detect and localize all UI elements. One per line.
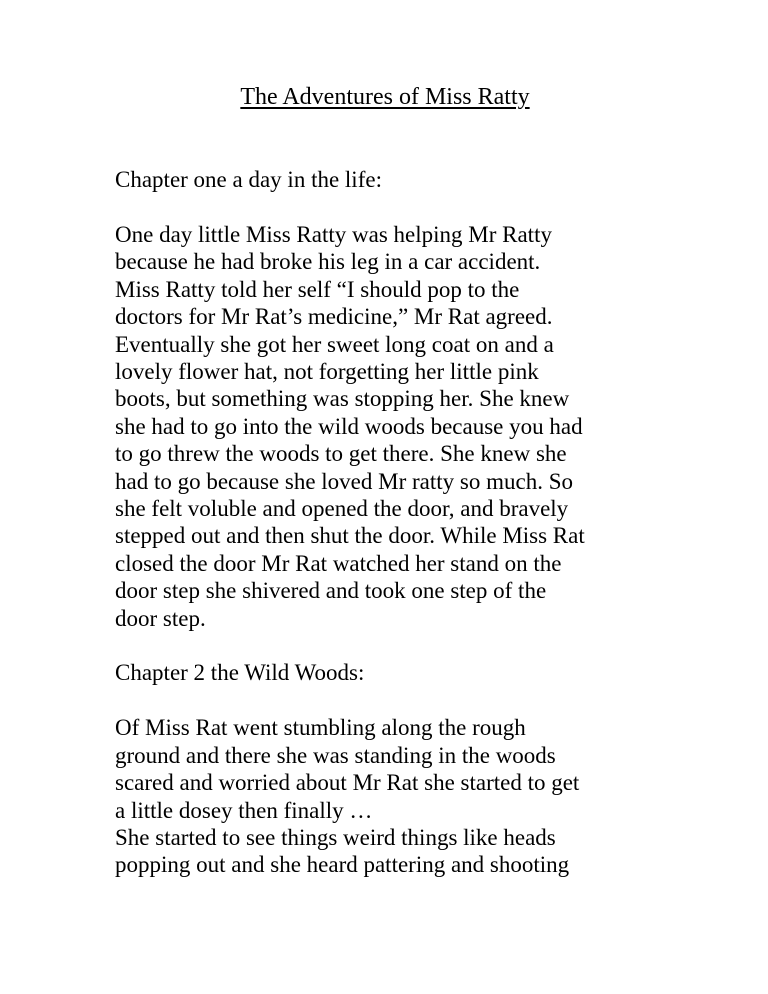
story-line: door step. — [115, 605, 206, 631]
paragraph-2 — [115, 714, 668, 878]
chapter-1-heading: Chapter one a day in the life: — [115, 167, 382, 193]
story-line: she felt voluble and opened the door, and bravely — [115, 496, 569, 522]
story-line: had to go because she loved Mr ratty so much. So — [115, 468, 573, 494]
story-line: scared and worried about Mr Rat she started to get — [115, 770, 580, 796]
story-line: to go threw the woods to get there. She knew she — [115, 441, 567, 467]
story-line: stepped out and then shut the door. While Miss Rat — [115, 523, 585, 549]
story-line: Miss Ratty told her self “I should pop to the — [115, 276, 520, 302]
story-line: lovely flower hat, not forgetting her little pink — [115, 359, 539, 385]
story-line: because he had broke his leg in a car accident. — [115, 249, 541, 275]
story-line: One day little Miss Ratty was helping Mr Ratty — [115, 222, 552, 247]
story-line: doctors for Mr Rat’s medicine,” Mr Rat agreed. — [115, 304, 553, 330]
spacer — [115, 632, 668, 659]
story-line: closed the door Mr Rat watched her stand on the — [115, 550, 562, 576]
story-line: She started to see things weird things like heads — [115, 824, 556, 850]
story-line: popping out and she heard pattering and shooting — [115, 852, 570, 878]
spacer — [115, 194, 668, 221]
story-line: boots, but something was stopping her. She knew — [115, 386, 570, 412]
paragraph-1 — [115, 221, 668, 632]
story-line: ground and there she was standing in the woods — [115, 742, 556, 768]
story-line: a little dosey then finally … — [115, 797, 373, 823]
story-line: Eventually she got her sweet long coat on and a — [115, 331, 554, 357]
spacer — [115, 687, 668, 714]
story-line: Of Miss Rat went stumbling along the rough — [115, 715, 526, 741]
document-title — [115, 84, 655, 111]
spacer — [115, 111, 668, 166]
story-line: door step she shivered and took one step of the — [115, 578, 547, 604]
document-title-text: The Adventures of Miss Ratty — [240, 84, 530, 110]
chapter-2-heading: Chapter 2 the Wild Woods: — [115, 660, 365, 686]
story-line: she had to go into the wild woods because you had — [115, 413, 583, 439]
